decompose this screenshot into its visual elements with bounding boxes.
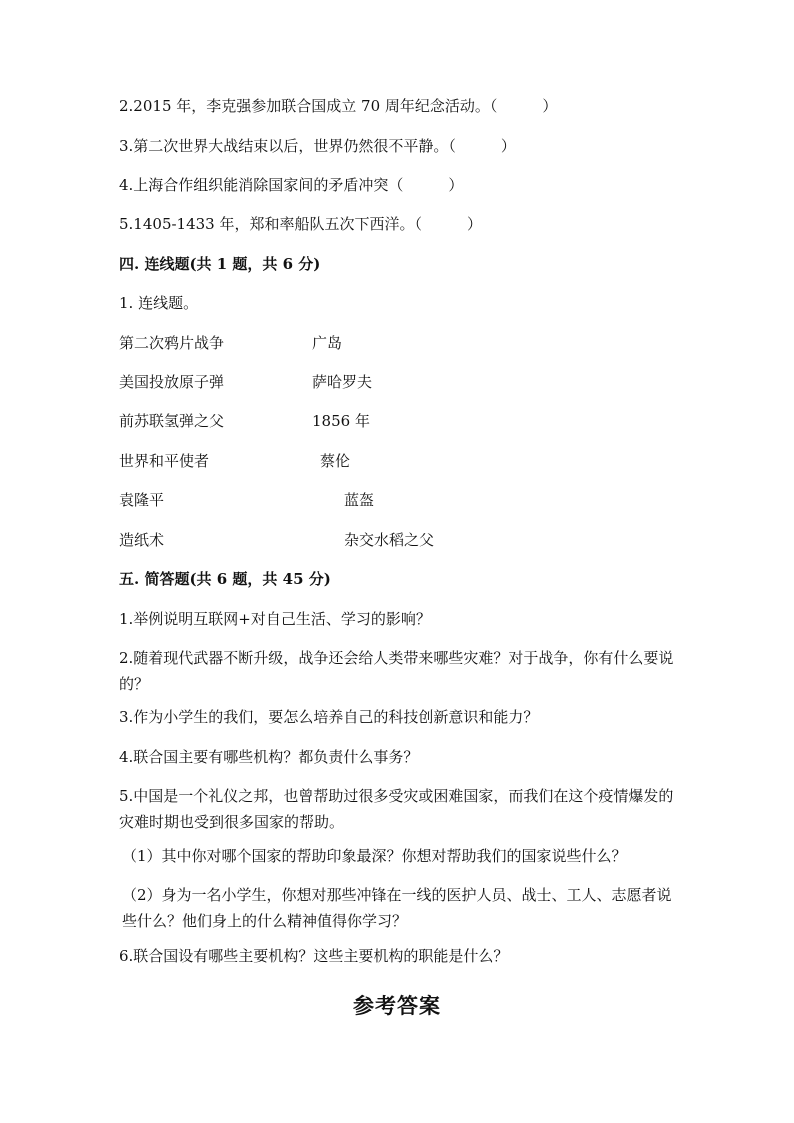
short-answer-question-5-sub-1: （1）其中你对哪个国家的帮助印象最深？你想对帮助我们的国家说些什么？: [122, 847, 627, 865]
matching-left-item: 造纸术: [119, 531, 165, 549]
matching-left-item: 前苏联氢弹之父: [119, 412, 225, 430]
matching-right-item: 蓝盔: [344, 491, 375, 509]
section-heading-matching: 四. 连线题(共 1 题，共 6 分): [119, 255, 321, 273]
short-answer-question-1: 1.举例说明互联网+对自己生活、学习的影响？: [119, 610, 431, 628]
matching-right-item: 广岛: [312, 334, 343, 352]
short-answer-question-5: 5.中国是一个礼仪之邦，也曾帮助过很多受灾或困难国家，而我们在这个疫情爆发的灾难时期也受到很多国家的帮助。: [119, 787, 674, 831]
judgement-item-4: 4.上海合作组织能消除国家间的矛盾冲突（ ）: [119, 176, 464, 194]
matching-left-item: 袁隆平: [119, 491, 165, 509]
matching-right-item: 1856 年: [312, 412, 370, 430]
short-answer-question-5-sub-2: （2）身为一名小学生，你想对那些冲锋在一线的医护人员、战士、工人、志愿者说些什么？他们身上的什么精神值得你学习？: [122, 886, 672, 930]
judgement-item-3: 3.第二次世界大战结束以后，世界仍然很不平静。（ ）: [119, 137, 516, 155]
matching-right-item: 萨哈罗夫: [312, 373, 373, 391]
section-heading-short-answer: 五. 简答题(共 6 题，共 45 分): [119, 570, 331, 588]
short-answer-question-2: 2.随着现代武器不断升级，战争还会给人类带来哪些灾难？对于战争，你有什么要说的？: [119, 649, 674, 693]
matching-left-item: 美国投放原子弹: [119, 373, 225, 391]
short-answer-question-3: 3.作为小学生的我们，要怎么培养自己的科技创新意识和能力？: [119, 708, 539, 726]
short-answer-question-4: 4.联合国主要有哪些机构？都负责什么事务？: [119, 748, 419, 766]
judgement-item-5: 5.1405-1433 年，郑和率船队五次下西洋。（ ）: [119, 215, 482, 233]
judgement-item-2: 2.2015 年，李克强参加联合国成立 70 周年纪念活动。（ ）: [119, 97, 558, 115]
matching-right-item: 杂交水稻之父: [344, 531, 435, 549]
answers-title: 参考答案: [353, 993, 441, 1018]
matching-left-item: 世界和平使者: [119, 452, 210, 470]
short-answer-question-6: 6.联合国设有哪些主要机构？这些主要机构的职能是什么？: [119, 947, 509, 965]
matching-left-item: 第二次鸦片战争: [119, 334, 225, 352]
matching-question: 1. 连线题。: [119, 294, 199, 312]
matching-right-item: 蔡伦: [320, 452, 351, 470]
